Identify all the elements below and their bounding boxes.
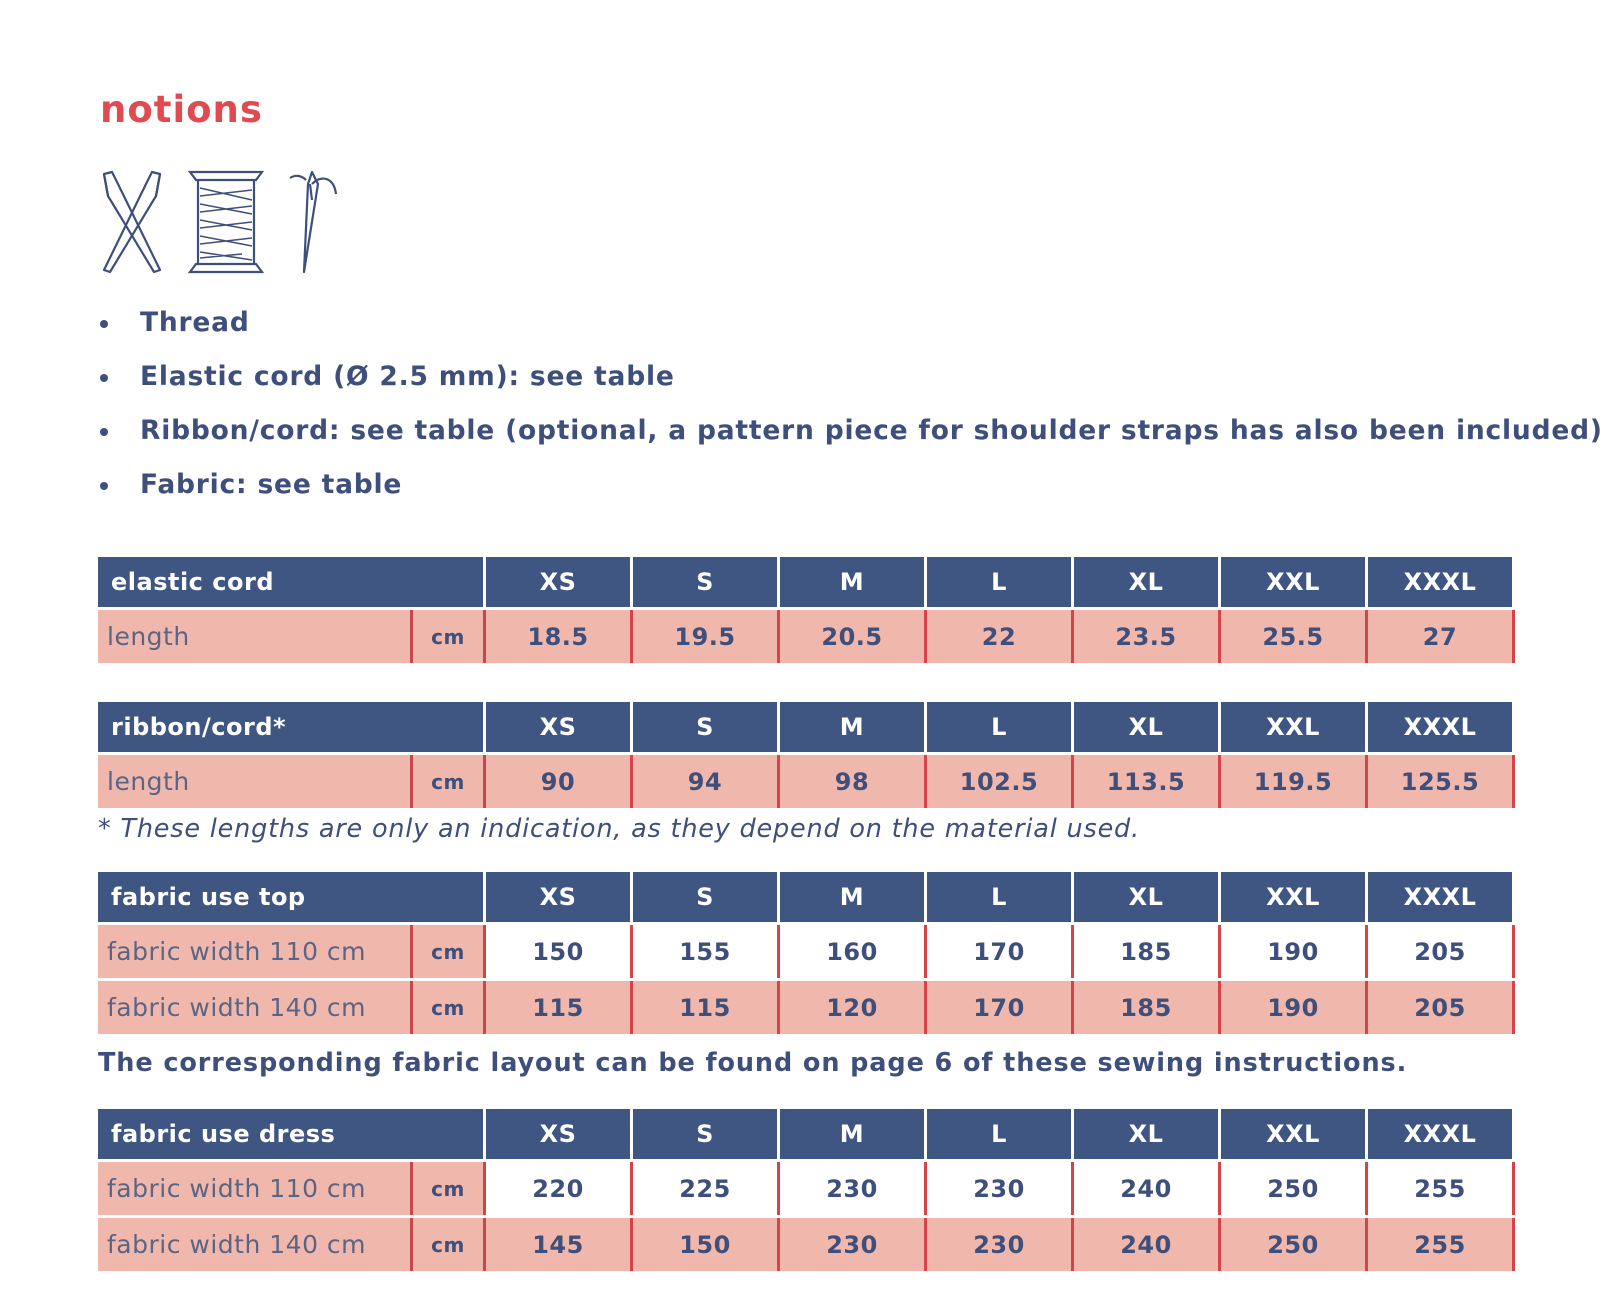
value-cell: 94 xyxy=(633,755,780,808)
row-unit: cm xyxy=(413,755,486,808)
value-cell: 125.5 xyxy=(1368,755,1515,808)
size-header: S xyxy=(633,557,780,607)
list-item: Elastic cord (Ø 2.5 mm): see table xyxy=(98,362,1603,416)
row-unit: cm xyxy=(413,1162,486,1215)
row-unit: cm xyxy=(413,1218,486,1271)
size-header: S xyxy=(633,702,780,752)
value-cell: 240 xyxy=(1074,1218,1221,1271)
value-cell: 185 xyxy=(1074,981,1221,1034)
size-header: XL xyxy=(1074,702,1221,752)
table-title: ribbon/cord* xyxy=(98,702,486,752)
value-cell: 25.5 xyxy=(1221,610,1368,663)
value-cell: 20.5 xyxy=(780,610,927,663)
value-cell: 225 xyxy=(633,1162,780,1215)
size-header: XS xyxy=(486,702,633,752)
size-header: XXXL xyxy=(1368,1109,1512,1159)
value-cell: 18.5 xyxy=(486,610,633,663)
row-label: fabric width 110 cm xyxy=(98,1162,413,1215)
fabric-use-top-table xyxy=(98,872,1518,1034)
row-unit: cm xyxy=(413,981,486,1034)
value-cell: 119.5 xyxy=(1221,755,1368,808)
table-row xyxy=(98,752,1518,808)
value-cell: 240 xyxy=(1074,1162,1221,1215)
value-cell: 27 xyxy=(1368,610,1515,663)
table-header xyxy=(98,557,1518,607)
size-header: XXXL xyxy=(1368,702,1512,752)
size-header: S xyxy=(633,872,780,922)
needle-icon xyxy=(288,170,340,274)
section-title: notions xyxy=(100,88,263,131)
size-header: M xyxy=(780,702,927,752)
table-header xyxy=(98,702,1518,752)
value-cell: 19.5 xyxy=(633,610,780,663)
table-header xyxy=(98,1109,1518,1159)
size-header: XL xyxy=(1074,872,1221,922)
size-header: XXL xyxy=(1221,1109,1368,1159)
list-item: Ribbon/cord: see table (optional, a pattern piece for shoulder straps has also been included) xyxy=(98,416,1603,470)
value-cell: 115 xyxy=(486,981,633,1034)
list-item: Fabric: see table xyxy=(98,470,1603,524)
value-cell: 170 xyxy=(927,981,1074,1034)
table-title: fabric use dress xyxy=(98,1109,486,1159)
size-header: XXXL xyxy=(1368,872,1512,922)
value-cell: 170 xyxy=(927,925,1074,978)
value-cell: 145 xyxy=(486,1218,633,1271)
size-header: XS xyxy=(486,1109,633,1159)
row-label: length xyxy=(98,610,413,663)
size-header: S xyxy=(633,1109,780,1159)
value-cell: 255 xyxy=(1368,1162,1515,1215)
value-cell: 230 xyxy=(780,1218,927,1271)
fabric-layout-note: The corresponding fabric layout can be found on page 6 of these sewing instructions. xyxy=(98,1048,1408,1078)
size-header: M xyxy=(780,1109,927,1159)
footnote: * These lengths are only an indication, as they depend on the material used. xyxy=(98,814,1140,844)
table-row xyxy=(98,607,1518,663)
size-header: L xyxy=(927,702,1074,752)
row-label: fabric width 140 cm xyxy=(98,1218,413,1271)
size-header: L xyxy=(927,1109,1074,1159)
value-cell: 150 xyxy=(486,925,633,978)
value-cell: 205 xyxy=(1368,925,1515,978)
value-cell: 250 xyxy=(1221,1218,1368,1271)
size-header: XL xyxy=(1074,1109,1221,1159)
value-cell: 150 xyxy=(633,1218,780,1271)
list-item: Thread xyxy=(98,308,1603,362)
size-header: L xyxy=(927,872,1074,922)
row-label: length xyxy=(98,755,413,808)
value-cell: 230 xyxy=(927,1218,1074,1271)
value-cell: 190 xyxy=(1221,925,1368,978)
table-title: fabric use top xyxy=(98,872,486,922)
size-header: XXXL xyxy=(1368,557,1512,607)
value-cell: 185 xyxy=(1074,925,1221,978)
table-title: elastic cord xyxy=(98,557,486,607)
value-cell: 160 xyxy=(780,925,927,978)
table-row xyxy=(98,1159,1518,1215)
value-cell: 155 xyxy=(633,925,780,978)
value-cell: 220 xyxy=(486,1162,633,1215)
scissors-icon xyxy=(98,170,166,274)
value-cell: 205 xyxy=(1368,981,1515,1034)
value-cell: 22 xyxy=(927,610,1074,663)
size-header: XS xyxy=(486,872,633,922)
size-header: XXL xyxy=(1221,872,1368,922)
value-cell: 23.5 xyxy=(1074,610,1221,663)
value-cell: 255 xyxy=(1368,1218,1515,1271)
size-header: L xyxy=(927,557,1074,607)
value-cell: 250 xyxy=(1221,1162,1368,1215)
value-cell: 102.5 xyxy=(927,755,1074,808)
size-header: XS xyxy=(486,557,633,607)
value-cell: 115 xyxy=(633,981,780,1034)
size-header: XL xyxy=(1074,557,1221,607)
value-cell: 113.5 xyxy=(1074,755,1221,808)
value-cell: 230 xyxy=(780,1162,927,1215)
elastic-cord-table xyxy=(98,557,1518,663)
value-cell: 190 xyxy=(1221,981,1368,1034)
table-row xyxy=(98,922,1518,978)
row-unit: cm xyxy=(413,925,486,978)
value-cell: 90 xyxy=(486,755,633,808)
value-cell: 120 xyxy=(780,981,927,1034)
fabric-use-dress-table xyxy=(98,1109,1518,1271)
ribbon-cord-table xyxy=(98,702,1518,808)
thread-spool-icon xyxy=(186,170,266,274)
size-header: M xyxy=(780,557,927,607)
size-header: M xyxy=(780,872,927,922)
table-header xyxy=(98,872,1518,922)
value-cell: 230 xyxy=(927,1162,1074,1215)
row-label: fabric width 110 cm xyxy=(98,925,413,978)
notions-list xyxy=(98,308,1603,524)
size-header: XXL xyxy=(1221,557,1368,607)
value-cell: 98 xyxy=(780,755,927,808)
table-row xyxy=(98,1215,1518,1271)
row-unit: cm xyxy=(413,610,486,663)
table-row xyxy=(98,978,1518,1034)
size-header: XXL xyxy=(1221,702,1368,752)
row-label: fabric width 140 cm xyxy=(98,981,413,1034)
